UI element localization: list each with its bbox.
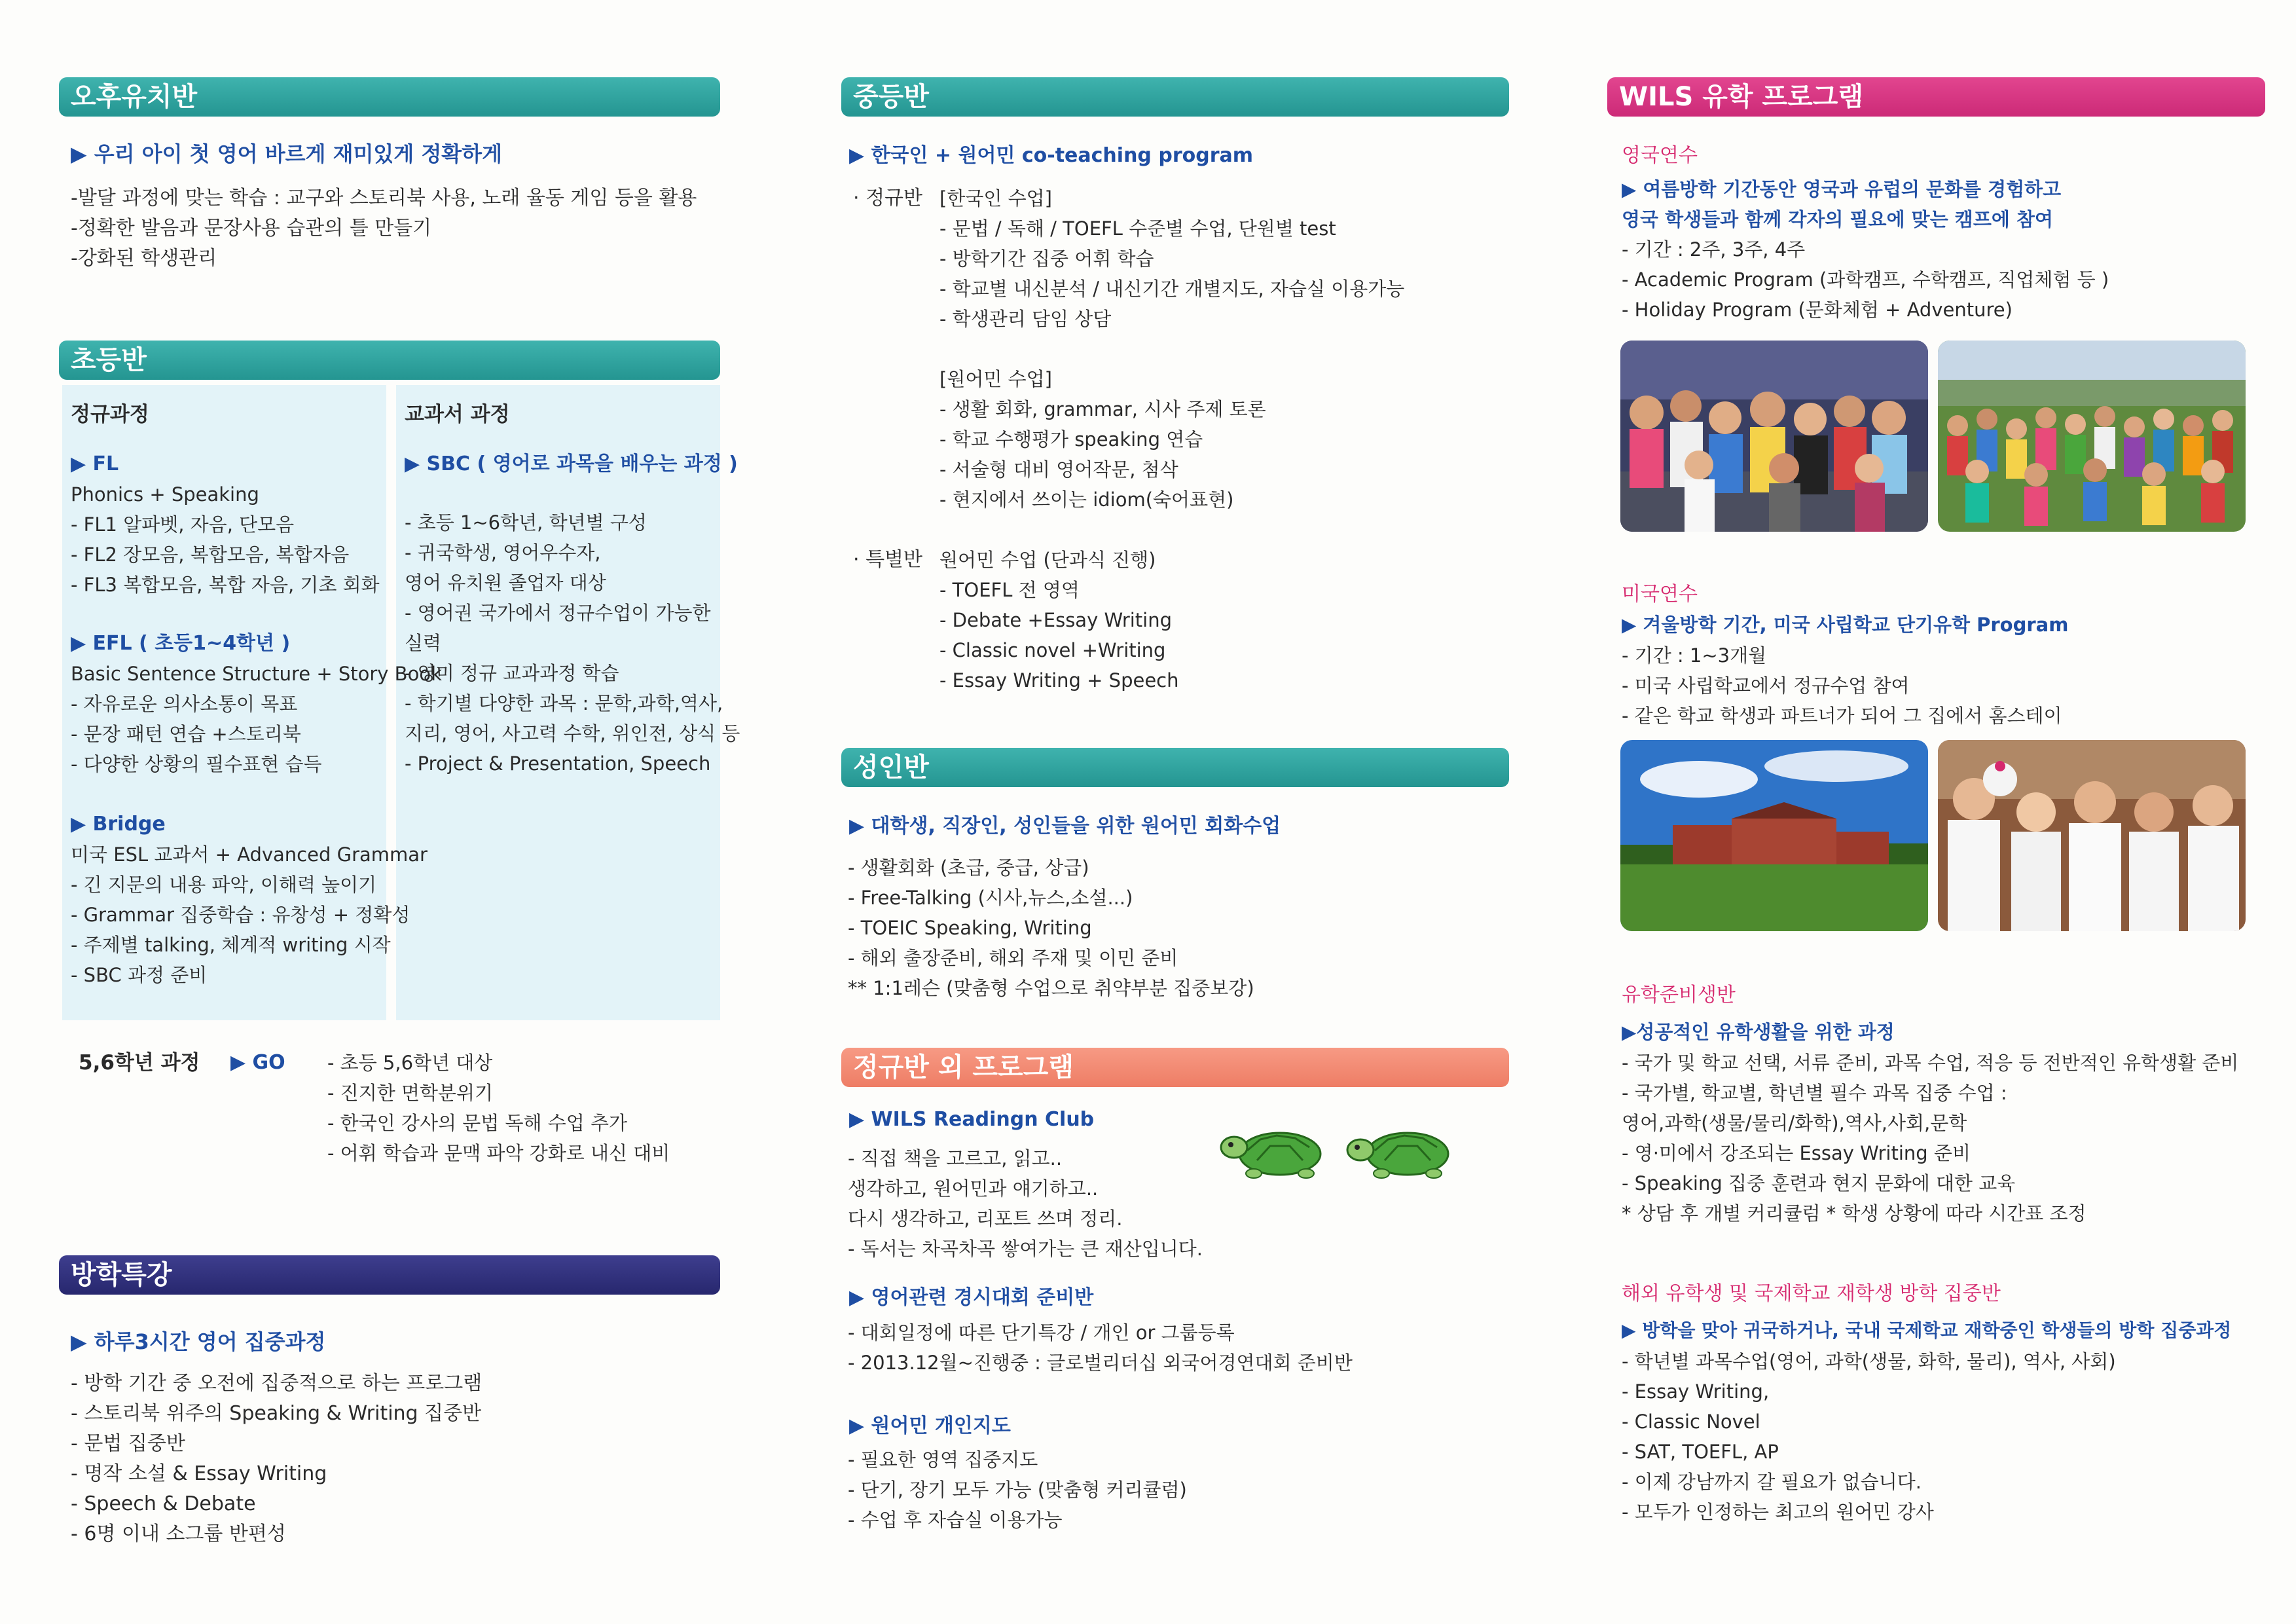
list-item: - 영어권 국가에서 정규수업이 가능한 xyxy=(405,602,711,624)
list-item: - Classic novel +Writing xyxy=(939,639,1166,661)
vacation-list xyxy=(71,1369,482,1549)
list-item: - 초등 1~6학년, 학년별 구성 xyxy=(405,511,647,534)
list-item: - 이제 강남까지 갈 필요가 없습니다. xyxy=(1622,1471,1922,1493)
list-item: -강화된 학생관리 xyxy=(71,247,217,270)
list-item: - Project & Presentation, Speech xyxy=(405,752,711,775)
us-list xyxy=(1622,640,2062,731)
list-item: - Speaking 집중 훈련과 현지 문화에 대한 교육 xyxy=(1622,1172,2016,1194)
group-photo-uk-1 xyxy=(1620,341,1928,532)
column-left xyxy=(59,0,740,1624)
column-right xyxy=(1607,0,2265,1624)
section-header-kindergarten: 오후유치반 xyxy=(59,77,720,117)
reading-club-list xyxy=(848,1143,1203,1264)
list-item: - 2013.12월~진행중 : 글로벌리더십 외국어경연대회 준비반 xyxy=(848,1352,1353,1374)
list-item: - TOEFL 전 영역 xyxy=(939,579,1080,601)
list-item: 영어 유치원 졸업자 대상 xyxy=(405,572,606,594)
bridge-list xyxy=(71,840,428,990)
middle-school-subtitle: ▶ 한국인 + 원어민 co-teaching program xyxy=(849,144,1253,167)
grade56-label: 5,6학년 과정 xyxy=(79,1051,200,1075)
list-item: - 학년별 과목수업(영어, 과학(생물, 화학, 물리), 역사, 사회) xyxy=(1622,1350,2116,1373)
list-item: - FL2 장모음, 복합모음, 복합자음 xyxy=(71,544,350,566)
efl-list xyxy=(71,659,442,779)
uk-label: 영국연수 xyxy=(1622,144,1698,167)
list-item: 미국 ESL 교과서 + Advanced Grammar xyxy=(71,843,428,866)
adult-subtitle: ▶ 대학생, 직장인, 성인들을 위한 원어민 회화수업 xyxy=(849,815,1281,838)
list-item: - 어휘 학습과 문맥 파악 강화로 내신 대비 xyxy=(327,1142,670,1164)
list-item: - 학기별 다양한 과목 : 문학,과학,역사, xyxy=(405,692,723,714)
uk-list xyxy=(1622,234,2109,325)
list-item: - 단기, 장기 모두 가능 (맞춤형 커리큘럼) xyxy=(848,1479,1187,1501)
list-heading: [한국인 수업] xyxy=(939,187,1052,210)
list-item: - Grammar 집중학습 : 유창성 + 정확성 xyxy=(71,904,410,926)
list-item: - FL1 알파벳, 자음, 단모음 xyxy=(71,513,295,536)
list-item: - 국가별, 학교별, 학년별 필수 과목 집중 수업 : xyxy=(1622,1082,2007,1104)
list-item: - 명작 소설 & Essay Writing xyxy=(71,1462,327,1485)
list-item: 다시 생각하고, 리포트 쓰며 정리. xyxy=(848,1208,1123,1230)
intl-subtitle: ▶ 방학을 맞아 귀국하거나, 국내 국제학교 재학중인 학생들의 방학 집중과정 xyxy=(1622,1320,2232,1341)
list-item: - 문장 패턴 연습 +스토리북 xyxy=(71,723,301,745)
us-subtitle: ▶ 겨울방학 기간, 미국 사립학교 단기유학 Program xyxy=(1622,614,2069,636)
regular-course-heading: 정규과정 xyxy=(71,403,149,426)
list-item: - Debate +Essay Writing xyxy=(939,609,1173,631)
list-item: Phonics + Speaking xyxy=(71,483,259,506)
sbc-title: ▶ SBC ( 영어로 과목을 배우는 과정 ) xyxy=(405,452,738,475)
list-item: - 모두가 인정하는 최고의 원어민 강사 xyxy=(1622,1501,1934,1523)
sbc-list xyxy=(405,507,740,779)
list-item: - 수업 후 자습실 이용가능 xyxy=(848,1509,1063,1531)
intl-label: 해외 유학생 및 국제학교 재학생 방학 집중반 xyxy=(1622,1282,2001,1305)
list-item: - 초등 5,6학년 대상 xyxy=(327,1052,493,1074)
list-item: - 서술형 대비 영어작문, 첨삭 xyxy=(939,458,1178,481)
reading-club-subtitle: ▶ WILS Readingn Club xyxy=(849,1108,1095,1131)
section-header-adult: 성인반 xyxy=(841,748,1509,787)
fl-title: ▶ FL xyxy=(71,452,119,475)
list-item: - SAT, TOEFL, AP xyxy=(1622,1441,1779,1463)
list-item: - 직접 책을 고르고, 읽고.. xyxy=(848,1147,1063,1170)
korean-class-list xyxy=(939,183,1404,334)
list-item: - Essay Writing + Speech xyxy=(939,669,1179,692)
list-item: - 대회일정에 따른 단기특강 / 개인 or 그룹등록 xyxy=(848,1321,1235,1344)
list-item: 영어,과학(생물/물리/화학),역사,사회,문학 xyxy=(1622,1112,1967,1134)
list-item: - 다양한 상황의 필수표현 습득 xyxy=(71,753,322,775)
list-item: - Academic Program (과학캠프, 수학캠프, 직업체험 등 ) xyxy=(1622,268,2109,291)
list-item: - 미국 사립학교에서 정규수업 참여 xyxy=(1622,674,1910,697)
fl-list xyxy=(71,479,380,600)
list-item: - FL3 복합모음, 복합 자음, 기초 회화 xyxy=(71,574,380,596)
list-item: - 스토리북 위주의 Speaking & Writing 집중반 xyxy=(71,1402,482,1425)
list-item: -발달 과정에 맞는 학습 : 교구와 스토리북 사용, 노래 율동 게임 등을 활용 xyxy=(71,187,697,210)
list-item: - 자유로운 의사소통이 목표 xyxy=(71,693,298,715)
subtitle-line: 영국 학생들과 함께 각자의 필요에 맞는 캠프에 참여 xyxy=(1622,208,2053,231)
column-middle xyxy=(841,0,1509,1624)
kindergarten-list xyxy=(71,183,697,274)
turtle-icon xyxy=(1339,1121,1470,1180)
group-photo-uk-2 xyxy=(1938,341,2246,532)
special-class-list xyxy=(939,545,1179,695)
list-heading: [원어민 수업] xyxy=(939,368,1052,390)
list-item: - Essay Writing, xyxy=(1622,1380,1770,1403)
list-item: - 진지한 면학분위기 xyxy=(327,1082,494,1104)
list-item: - Speech & Debate xyxy=(71,1492,256,1515)
section-header-middle-school: 중등반 xyxy=(841,77,1509,117)
list-item: - 기간 : 2주, 3주, 4주 xyxy=(1622,238,1806,261)
textbook-course-heading: 교과서 과정 xyxy=(405,403,510,426)
list-item: -정확한 발음과 문장사용 습관의 틀 만들기 xyxy=(71,217,432,240)
list-item: - 방학 기간 중 오전에 집중적으로 하는 프로그램 xyxy=(71,1372,483,1395)
section-header-elementary: 초등반 xyxy=(59,341,720,380)
list-item: - 귀국학생, 영어우수자, xyxy=(405,542,601,564)
prep-subtitle: ▶성공적인 유학생활을 위한 과정 xyxy=(1622,1021,1895,1043)
section-header-extra-programs: 정규반 외 프로그램 xyxy=(841,1048,1509,1087)
private-tutoring-subtitle: ▶ 원어민 개인지도 xyxy=(849,1414,1011,1437)
native-class-list xyxy=(939,364,1266,515)
go-list xyxy=(327,1048,670,1168)
special-class-label: · 특별반 xyxy=(853,548,923,571)
vacation-subtitle: ▶ 하루3시간 영어 집중과정 xyxy=(71,1329,326,1354)
contest-prep-list xyxy=(848,1318,1353,1378)
adult-list xyxy=(848,853,1254,1003)
list-item: 지리, 영어, 사고력 수학, 위인전, 상식 등 xyxy=(405,722,740,745)
intl-list xyxy=(1622,1346,2116,1527)
list-item: - SBC 과정 준비 xyxy=(71,964,208,986)
list-item: - 필요한 영역 집중지도 xyxy=(848,1449,1038,1471)
prep-list xyxy=(1622,1048,2238,1228)
turtle-icon xyxy=(1218,1121,1349,1180)
list-item: ** 1:1레슨 (맞춤형 수업으로 취약부분 집중보강) xyxy=(848,977,1254,999)
list-item: - 기간 : 1~3개월 xyxy=(1622,644,1767,667)
list-item: - 영·미에서 강조되는 Essay Writing 준비 xyxy=(1622,1142,1971,1164)
list-item: - 생활 회화, grammar, 시사 주제 토론 xyxy=(939,398,1266,420)
list-item: - 6명 이내 소그룹 반편성 xyxy=(71,1522,286,1545)
list-item: - Classic Novel xyxy=(1622,1411,1760,1433)
us-label: 미국연수 xyxy=(1622,583,1698,606)
list-item: - 같은 학교 학생과 파트너가 되어 그 집에서 홈스테이 xyxy=(1622,705,2062,727)
list-item: Basic Sentence Structure + Story Book xyxy=(71,663,442,685)
contest-prep-subtitle: ▶ 영어관련 경시대회 준비반 xyxy=(849,1286,1094,1309)
list-item: - 문법 / 독해 / TOEFL 수준별 수업, 단원별 test xyxy=(939,217,1336,240)
list-item: 실력 xyxy=(405,632,442,654)
list-item: - 해외 출장준비, 해외 주재 및 이민 준비 xyxy=(848,947,1178,969)
kindergarten-subtitle: ▶ 우리 아이 첫 영어 바르게 재미있게 정확하게 xyxy=(71,141,503,166)
regular-class-label: · 정규반 xyxy=(853,187,923,210)
list-item: * 상담 후 개별 커리큘럼 * 학생 상황에 따라 시간표 조정 xyxy=(1622,1202,2086,1225)
list-item: - 학생관리 담임 상담 xyxy=(939,308,1112,330)
section-header-vacation: 방학특강 xyxy=(59,1255,720,1295)
list-item: - 한국인 강사의 문법 독해 수업 추가 xyxy=(327,1112,627,1134)
private-tutoring-list xyxy=(848,1445,1187,1535)
list-item: - TOEIC Speaking, Writing xyxy=(848,917,1092,939)
list-item: - 학교 수행평가 speaking 연습 xyxy=(939,428,1203,451)
list-item: - 주제별 talking, 체계적 writing 시작 xyxy=(71,934,391,956)
section-header-study-abroad: WILS 유학 프로그램 xyxy=(1607,77,2265,117)
list-item: - 긴 지문의 내용 파악, 이해력 높이기 xyxy=(71,874,377,896)
school-building-photo xyxy=(1620,740,1928,931)
subtitle-line: ▶ 여름방학 기간동안 영국과 유럽의 문화를 경험하고 xyxy=(1622,178,2062,200)
list-item: - 방학기간 집중 어휘 학습 xyxy=(939,248,1154,270)
efl-title: ▶ EFL ( 초등1~4학년 ) xyxy=(71,632,291,655)
students-photo xyxy=(1938,740,2246,931)
list-item: - 국가 및 학교 선택, 서류 준비, 과목 수업, 적응 등 전반적인 유학생활 준비 xyxy=(1622,1052,2239,1074)
list-item: - 문법 집중반 xyxy=(71,1432,185,1455)
uk-subtitle xyxy=(1622,174,2061,234)
list-item: - 영미 정규 교과과정 학습 xyxy=(405,662,619,684)
list-item: - Free-Talking (시사,뉴스,소설...) xyxy=(848,887,1133,909)
list-heading: 원어민 수업 (단과식 진행) xyxy=(939,549,1156,571)
bridge-title: ▶ Bridge xyxy=(71,813,166,836)
go-title: ▶ GO xyxy=(230,1051,285,1074)
list-item: - Holiday Program (문화체험 + Adventure) xyxy=(1622,299,2013,321)
list-item: - 학교별 내신분석 / 내신기간 개별지도, 자습실 이용가능 xyxy=(939,278,1405,300)
prep-label: 유학준비생반 xyxy=(1622,984,1736,1006)
list-item: - 독서는 차곡차곡 쌓여가는 큰 재산입니다. xyxy=(848,1238,1203,1260)
list-item: - 현지에서 쓰이는 idiom(숙어표현) xyxy=(939,489,1234,511)
list-item: - 생활회화 (초급, 중급, 상급) xyxy=(848,857,1089,879)
list-item: 생각하고, 원어민과 얘기하고.. xyxy=(848,1177,1099,1200)
